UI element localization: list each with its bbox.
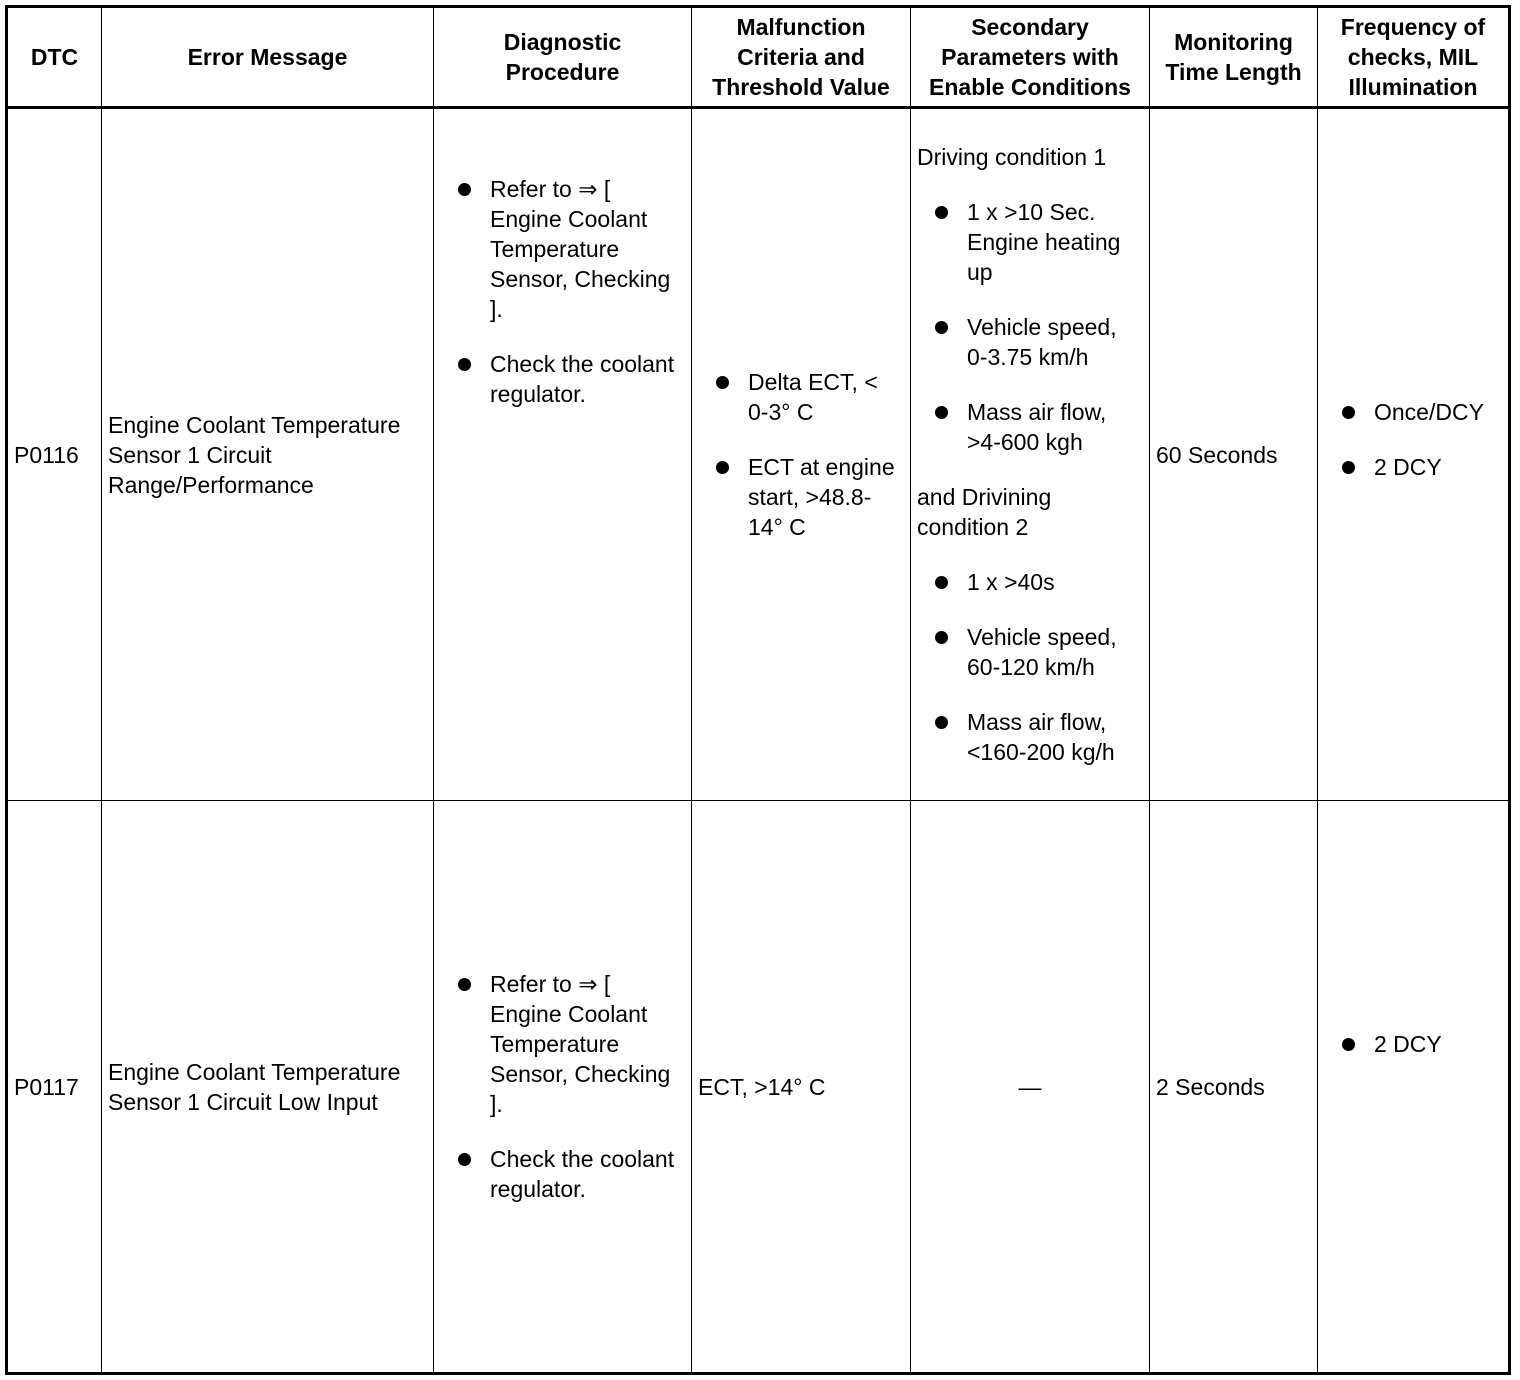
- cell-dtc: P0117: [7, 801, 102, 1374]
- dtc-table: [5, 5, 1511, 1375]
- frequency-list: [1324, 1029, 1502, 1059]
- list-item: Once/DCY: [1324, 397, 1502, 427]
- header-malfunction-criteria: Malfunction Criteria and Threshold Value: [692, 7, 911, 108]
- cell-monitoring-time: 2 Seconds: [1150, 801, 1318, 1374]
- header-dtc: DTC: [7, 7, 102, 108]
- list-item: Refer to ⇒ [ Engine Coolant Temperature Sensor, Checking ].: [440, 969, 685, 1119]
- cell-diagnostic-procedure: [434, 108, 692, 801]
- diagnostic-list: [440, 174, 685, 409]
- header-monitoring-time: Monitoring Time Length: [1150, 7, 1318, 108]
- list-item: Mass air flow, <160-200 kg/h: [917, 707, 1143, 767]
- cell-error-message: Engine Coolant Temperature Sensor 1 Circuit Low Input: [102, 801, 434, 1374]
- cell-secondary-parameters: —: [911, 801, 1150, 1374]
- list-item: 1 x >10 Sec. Engine heating up: [917, 197, 1143, 287]
- cell-frequency: [1318, 801, 1510, 1374]
- cell-secondary-parameters: [911, 108, 1150, 801]
- cell-frequency: [1318, 108, 1510, 801]
- list-item: 1 x >40s: [917, 567, 1143, 597]
- cell-diagnostic-procedure: [434, 801, 692, 1374]
- criteria-list: [698, 367, 904, 542]
- header-row: [7, 7, 1510, 108]
- cell-dtc: P0116: [7, 108, 102, 801]
- header-secondary-parameters: Secondary Parameters with Enable Conditions: [911, 7, 1150, 108]
- condition1-title: Driving condition 1: [917, 144, 1107, 171]
- cell-error-message: Engine Coolant Temperature Sensor 1 Circuit Range/Performance: [102, 108, 434, 801]
- list-item: Check the coolant regulator.: [440, 1144, 685, 1204]
- header-diagnostic-procedure-text: Diagnostic Procedure: [503, 29, 622, 85]
- list-item: 2 DCY: [1324, 452, 1502, 482]
- frequency-list: [1324, 397, 1502, 482]
- table-row: [7, 801, 1510, 1374]
- cell-monitoring-time: 60 Seconds: [1150, 108, 1318, 801]
- table-row: [7, 108, 1510, 801]
- list-item: Vehicle speed, 60-120 km/h: [917, 622, 1143, 682]
- list-item: Refer to ⇒ [ Engine Coolant Temperature Sensor, Checking ].: [440, 174, 685, 324]
- cell-malfunction-criteria: [692, 108, 911, 801]
- header-frequency: Frequency of checks, MIL Illumination: [1318, 7, 1510, 108]
- list-item: 2 DCY: [1324, 1029, 1502, 1059]
- list-item: Check the coolant regulator.: [440, 349, 685, 409]
- list-item: Delta ECT, < 0-3° C: [698, 367, 904, 427]
- condition2-list: [917, 567, 1143, 767]
- list-item: Vehicle speed, 0-3.75 km/h: [917, 312, 1143, 372]
- cell-malfunction-criteria: ECT, >14° C: [692, 801, 911, 1374]
- diagnostic-list: [440, 969, 685, 1204]
- list-item: Mass air flow, >4-600 kgh: [917, 397, 1143, 457]
- list-item: ECT at engine start, >48.8-14° C: [698, 452, 904, 542]
- condition2-title: and Drivining condition 2: [917, 484, 1052, 541]
- header-diagnostic-procedure: [434, 7, 692, 108]
- header-error-message: Error Message: [102, 7, 434, 108]
- condition1-list: [917, 197, 1143, 457]
